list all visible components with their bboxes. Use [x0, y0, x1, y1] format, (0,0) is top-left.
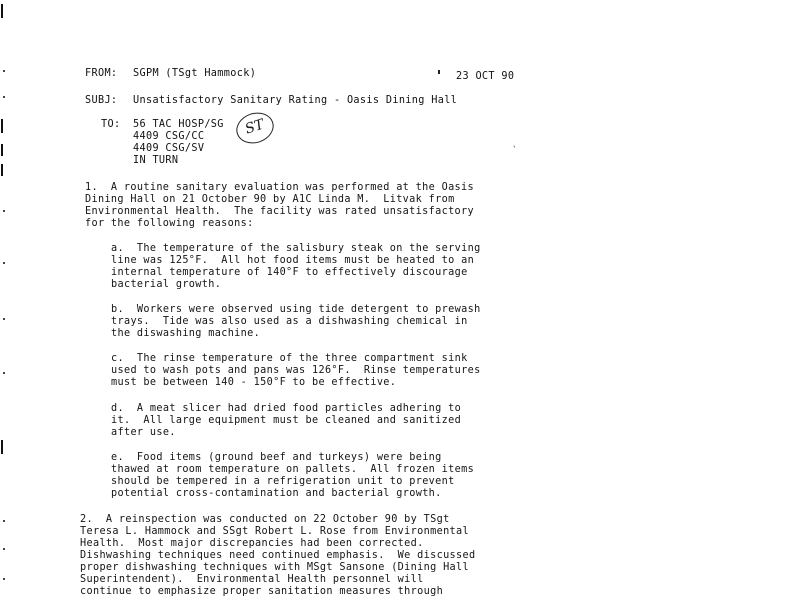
scan-edge-mark [1, 4, 3, 18]
item-b-line: b. Workers were observed using tide detergent to prewash [111, 304, 481, 315]
scan-edge-mark [1, 164, 3, 176]
to-label: TO: [101, 119, 121, 130]
to-line: 4409 CSG/CC [133, 131, 205, 142]
item-a-line: line was 125°F. All hot food items must be heated to an [111, 255, 475, 266]
subject-label: SUBJ: [85, 95, 118, 106]
item-c-line: used to wash pots and pans was 126°F. Rinse temperatures [111, 365, 481, 376]
scan-speck [3, 578, 5, 580]
scan-speck [438, 70, 440, 74]
paragraph-2-line: proper dishwashing techniques with MSgt Sansone (Dining Hall [80, 562, 470, 573]
item-a-line: internal temperature of 140°F to effectively discourage [111, 267, 468, 278]
item-a-line: bacterial growth. [111, 279, 222, 290]
scan-speck [3, 70, 5, 72]
handwritten-initials: ST [232, 108, 277, 148]
item-e-line: should be tempered in a refrigeration unit to prevent [111, 476, 455, 487]
item-e-line: thawed at room temperature on pallets. All frozen items [111, 464, 475, 475]
item-e-line: e. Food items (ground beef and turkeys) were being [111, 452, 442, 463]
item-e-line: potential cross-contamination and bacterial growth. [111, 488, 442, 499]
scan-speck [3, 318, 5, 320]
paragraph-2-line: Superintendent). Environmental Health personnel will [80, 574, 424, 585]
from-label: FROM: [85, 68, 118, 79]
paragraph-1-line: for the following reasons: [85, 218, 254, 229]
paragraph-2-line: continue to emphasize proper sanitation measures through [80, 586, 444, 597]
scan-speck [3, 520, 5, 522]
scan-speck [3, 372, 5, 374]
from-value: SGPM (TSgt Hammock) [133, 68, 257, 79]
to-line: 4409 CSG/SV [133, 143, 205, 154]
item-a-line: a. The temperature of the salisbury steak on the serving [111, 243, 481, 254]
scan-edge-mark [1, 440, 3, 454]
item-c-line: must be between 140 - 150°F to be effective. [111, 377, 397, 388]
to-line: 56 TAC HOSP/SG [133, 119, 224, 130]
scan-speck [3, 96, 5, 98]
scan-speck [3, 262, 5, 264]
item-c-line: c. The rinse temperature of the three compartment sink [111, 353, 468, 364]
scan-speck [3, 548, 5, 550]
item-d-line: d. A meat slicer had dried food particles adhering to [111, 403, 462, 414]
scan-edge-mark [1, 144, 3, 156]
item-d-line: it. All large equipment must be cleaned and sanitized [111, 415, 462, 426]
scan-edge-mark [1, 119, 3, 133]
item-b-line: trays. Tide was also used as a dishwashing chemical in [111, 316, 468, 327]
memo-date: 23 OCT 90 [456, 71, 515, 82]
item-d-line: after use. [111, 427, 176, 438]
paragraph-1-line: Environmental Health. The facility was rated unsatisfactory [85, 206, 475, 217]
subject-value: Unsatisfactory Sanitary Rating - Oasis Dining Hall [133, 95, 458, 106]
scan-speck [3, 210, 5, 212]
to-line: IN TURN [133, 155, 179, 166]
paragraph-2-line: Teresa L. Hammock and SSgt Robert L. Rose from Environmental [80, 526, 470, 537]
item-b-line: the diswashing machine. [111, 328, 261, 339]
paragraph-1-line: Dining Hall on 21 October 90 by A1C Linda M. Litvak from [85, 194, 455, 205]
paragraph-2-line: Health. Most major discrepancies had been corrected. [80, 538, 424, 549]
paragraph-2-line: Dishwashing techniques need continued emphasis. We discussed [80, 550, 476, 561]
paragraph-2-line: 2. A reinspection was conducted on 22 October 90 by TSgt [80, 514, 450, 525]
scan-speck: ` [512, 146, 518, 156]
paragraph-1-line: 1. A routine sanitary evaluation was performed at the Oasis [85, 182, 475, 193]
